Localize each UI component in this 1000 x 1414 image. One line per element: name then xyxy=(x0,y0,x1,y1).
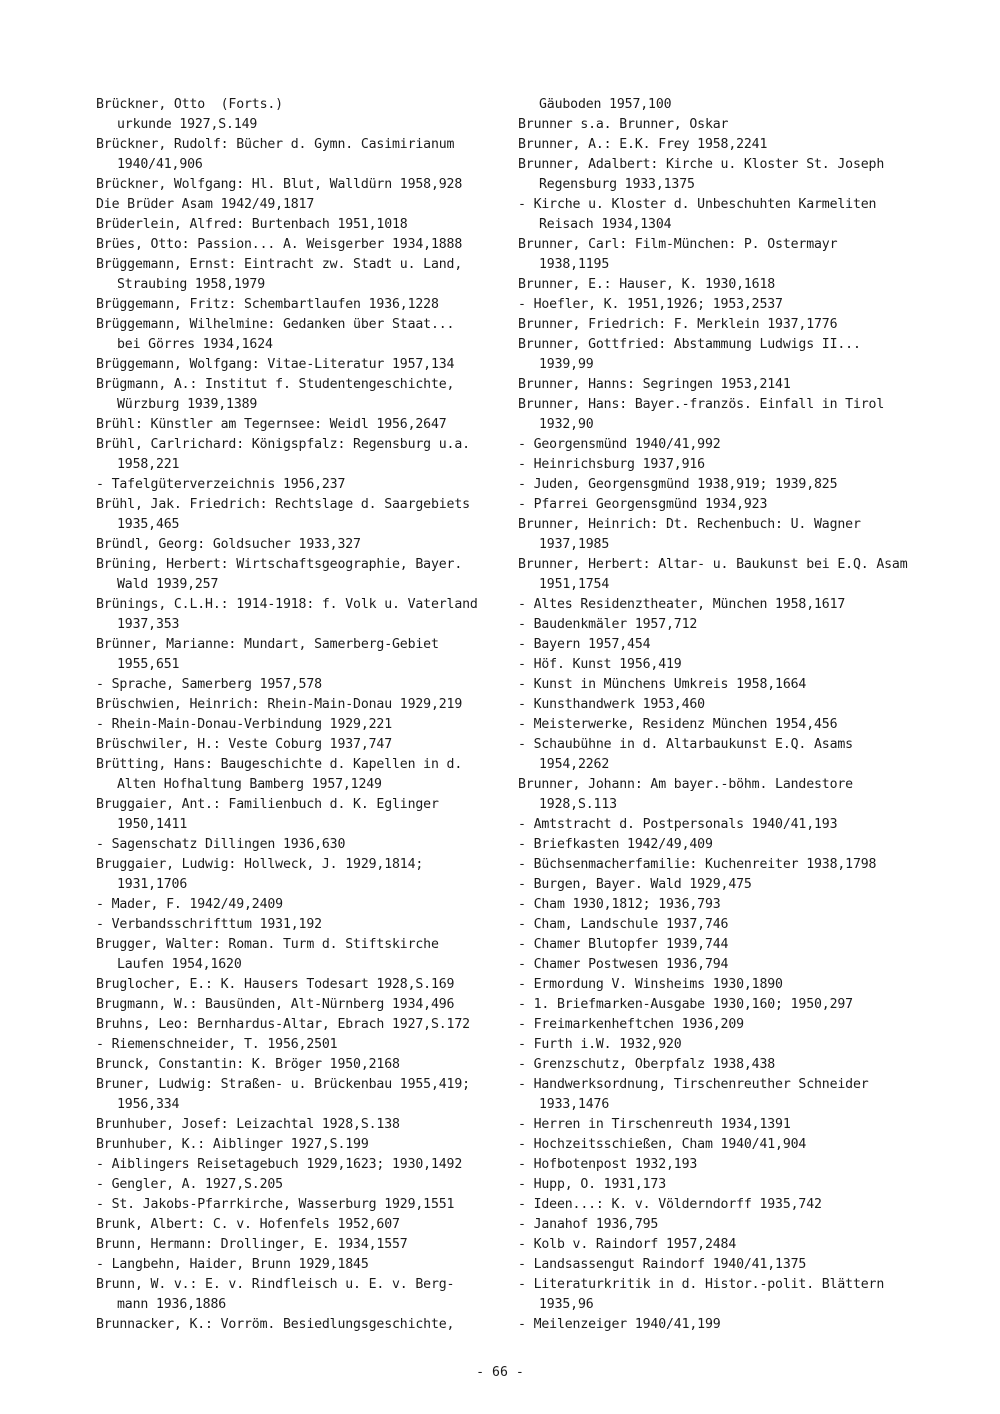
index-entry-continuation: bei Görres 1934,1624 xyxy=(117,337,273,352)
index-entry-line: - Janahof 1936,795 xyxy=(518,1217,659,1232)
index-entry-line: Bruner, Ludwig: Straßen- u. Brückenbau 1955,419; xyxy=(96,1077,470,1092)
index-entry-continuation: 1935,465 xyxy=(117,517,180,532)
index-entry-line: Brunner s.a. Brunner, Oskar xyxy=(518,117,729,132)
index-entry-line: - Freimarkenheftchen 1936,209 xyxy=(518,1017,744,1032)
index-entry-line: Brüggemann, Wilhelmine: Gedanken über Staat... xyxy=(96,317,455,332)
index-entry-continuation: 1935,96 xyxy=(539,1297,594,1312)
index-entry-line: Brütting, Hans: Baugeschichte d. Kapellen in d. xyxy=(96,757,463,772)
index-entry-line: - Hupp, O. 1931,173 xyxy=(518,1177,667,1192)
index-entry-line: - Aiblingers Reisetagebuch 1929,1623; 1930,1492 xyxy=(96,1157,463,1172)
index-entry-line: Brunner, Friedrich: F. Merklein 1937,1776 xyxy=(518,317,838,332)
index-entry-line: - Sagenschatz Dillingen 1936,630 xyxy=(96,837,346,852)
index-entry-line: Brunner, Herbert: Altar- u. Baukunst bei E.Q. Asam xyxy=(518,557,908,572)
index-entry-line: - Altes Residenztheater, München 1958,1617 xyxy=(518,597,846,612)
index-entry-line: - Amtstracht d. Postpersonals 1940/41,193 xyxy=(518,817,838,832)
left-column xyxy=(96,95,496,1335)
index-entry-line: Brunhuber, Josef: Leizachtal 1928,S.138 xyxy=(96,1117,400,1132)
index-entry-line: - Kunsthandwerk 1953,460 xyxy=(518,697,705,712)
index-entry-line: - Briefkasten 1942/49,409 xyxy=(518,837,713,852)
index-entry-line: Brugmann, W.: Bausünden, Alt-Nürnberg 1934,496 xyxy=(96,997,455,1012)
index-entry-line: - St. Jakobs-Pfarrkirche, Wasserburg 1929,1551 xyxy=(96,1197,455,1212)
index-entry-line: Brugger, Walter: Roman. Turm d. Stiftskirche xyxy=(96,937,439,952)
index-entry-line: - Büchsenmacherfamilie: Kuchenreiter 1938,1798 xyxy=(518,857,877,872)
index-entry-line: - Baudenkmäler 1957,712 xyxy=(518,617,698,632)
index-entry-line: - Chamer Blutopfer 1939,744 xyxy=(518,937,729,952)
index-entry-line: Bruggaier, Ludwig: Hollweck, J. 1929,1814; xyxy=(96,857,424,872)
index-entry-continuation: urkunde 1927,S.149 xyxy=(117,117,258,132)
index-entry-line: Brunner, Carl: Film-München: P. Ostermayr xyxy=(518,237,838,252)
index-entry-continuation: Reisach 1934,1304 xyxy=(539,217,672,232)
index-entry-line: - Mader, F. 1942/49,2409 xyxy=(96,897,283,912)
index-entry-line: Brügmann, A.: Institut f. Studentengeschichte, xyxy=(96,377,455,392)
index-entry-continuation: 1956,334 xyxy=(117,1097,180,1112)
index-entry-line: Brüning, Herbert: Wirtschaftsgeographie, Bayer. xyxy=(96,557,463,572)
index-entry-line: Brunck, Constantin: K. Bröger 1950,2168 xyxy=(96,1057,400,1072)
index-entry-continuation: 1955,651 xyxy=(117,657,180,672)
index-entry-line: Brunner, A.: E.K. Frey 1958,2241 xyxy=(518,137,768,152)
index-entry-continuation: 1939,99 xyxy=(539,357,594,372)
index-entry-line: Brückner, Wolfgang: Hl. Blut, Walldürn 1958,928 xyxy=(96,177,463,192)
index-entry-line: - Heinrichsburg 1937,916 xyxy=(518,457,705,472)
index-entry-line: Brunner, Gottfried: Abstammung Ludwigs II... xyxy=(518,337,861,352)
index-entry-line: Brunn, Hermann: Drollinger, E. 1934,1557 xyxy=(96,1237,408,1252)
index-entry-continuation: mann 1936,1886 xyxy=(117,1297,227,1312)
index-entry-line: - Georgensmünd 1940/41,992 xyxy=(518,437,721,452)
index-entry-line: Brüggemann, Fritz: Schembartlaufen 1936,1228 xyxy=(96,297,439,312)
index-entry-line: - Ermordung V. Winsheims 1930,1890 xyxy=(518,977,783,992)
index-entry-line: - Chamer Postwesen 1936,794 xyxy=(518,957,729,972)
index-entry-line: Brünings, C.L.H.: 1914-1918: f. Volk u. Vaterland xyxy=(96,597,478,612)
index-entry-line: - Cham, Landschule 1937,746 xyxy=(518,917,729,932)
index-entry-line: - Hochzeitsschießen, Cham 1940/41,904 xyxy=(518,1137,807,1152)
index-entry-line: Brunn, W. v.: E. v. Rindfleisch u. E. v. Berg- xyxy=(96,1277,455,1292)
index-entry-continuation: 1938,1195 xyxy=(539,257,610,272)
index-entry-line: Brühl: Künstler am Tegernsee: Weidl 1956,2647 xyxy=(96,417,447,432)
index-entry-continuation: 1954,2262 xyxy=(539,757,610,772)
index-entry-line: Brüggemann, Wolfgang: Vitae-Literatur 1957,134 xyxy=(96,357,455,372)
index-entry-line: Brückner, Rudolf: Bücher d. Gymn. Casimirianum xyxy=(96,137,455,152)
index-entry-continuation: Laufen 1954,1620 xyxy=(117,957,242,972)
index-entry-continuation: 1933,1476 xyxy=(539,1097,610,1112)
page-number: - 66 - xyxy=(476,1365,524,1380)
index-entry-line: - Pfarrei Georgensgmünd 1934,923 xyxy=(518,497,768,512)
index-entry-continuation: 1937,1985 xyxy=(539,537,610,552)
index-entry-continuation: Würzburg 1939,1389 xyxy=(117,397,258,412)
index-entry-line: Brüggemann, Ernst: Eintracht zw. Stadt u. Land, xyxy=(96,257,463,272)
index-entry-line: Brunner, Johann: Am bayer.-böhm. Landestore xyxy=(518,777,853,792)
index-entry-continuation: Wald 1939,257 xyxy=(117,577,219,592)
index-entry-continuation: 1928,S.113 xyxy=(539,797,617,812)
index-entry-continuation: 1940/41,906 xyxy=(117,157,203,172)
index-entry-continuation: Straubing 1958,1979 xyxy=(117,277,266,292)
index-entry-line: Brüschwiler, H.: Veste Coburg 1937,747 xyxy=(96,737,393,752)
index-entry-line: - Handwerksordnung, Tirschenreuther Schneider xyxy=(518,1077,869,1092)
index-entry-line: Brühl, Carlrichard: Königspfalz: Regensburg u.a. xyxy=(96,437,470,452)
index-entry-line: - Kolb v. Raindorf 1957,2484 xyxy=(518,1237,737,1252)
index-entry-line: - Juden, Georgensgmünd 1938,919; 1939,825 xyxy=(518,477,838,492)
index-entry-line: - 1. Briefmarken-Ausgabe 1930,160; 1950,297 xyxy=(518,997,853,1012)
index-entry-line: Brunner, Heinrich: Dt. Rechenbuch: U. Wagner xyxy=(518,517,861,532)
index-entry-line: - Furth i.W. 1932,920 xyxy=(518,1037,682,1052)
index-entry-continuation: Regensburg 1933,1375 xyxy=(539,177,695,192)
index-entry-line: - Höf. Kunst 1956,419 xyxy=(518,657,682,672)
index-entry-line: - Bayern 1957,454 xyxy=(518,637,651,652)
index-entry-line: Brunner, Hans: Bayer.-französ. Einfall in Tirol xyxy=(518,397,885,412)
index-entry-line: - Grenzschutz, Oberpfalz 1938,438 xyxy=(518,1057,776,1072)
index-entry-line: Brües, Otto: Passion... A. Weisgerber 1934,1888 xyxy=(96,237,463,252)
index-entry-line: Bruggaier, Ant.: Familienbuch d. K. Eglinger xyxy=(96,797,439,812)
index-entry-line: - Verbandsschrifttum 1931,192 xyxy=(96,917,322,932)
index-entry-line: - Burgen, Bayer. Wald 1929,475 xyxy=(518,877,752,892)
index-entry-line: Bruglocher, E.: K. Hausers Todesart 1928,S.169 xyxy=(96,977,455,992)
index-entry-line: Brunner, E.: Hauser, K. 1930,1618 xyxy=(518,277,776,292)
index-entry-line: - Cham 1930,1812; 1936,793 xyxy=(518,897,721,912)
index-entry-line: - Meisterwerke, Residenz München 1954,456 xyxy=(518,717,838,732)
index-entry-line: - Literaturkritik in d. Histor.-polit. Blättern xyxy=(518,1277,885,1292)
index-entry-line: - Sprache, Samerberg 1957,578 xyxy=(96,677,322,692)
index-entry-line: - Hofbotenpost 1932,193 xyxy=(518,1157,698,1172)
index-entry-continuation: 1931,1706 xyxy=(117,877,188,892)
index-entry-line: Brückner, Otto (Forts.) xyxy=(96,97,283,112)
index-entry-line: - Meilenzeiger 1940/41,199 xyxy=(518,1317,721,1332)
index-entry-line: - Herren in Tirschenreuth 1934,1391 xyxy=(518,1117,791,1132)
index-entry-line: Bruhns, Leo: Bernhardus-Altar, Ebrach 1927,S.172 xyxy=(96,1017,470,1032)
index-entry-line: - Rhein-Main-Donau-Verbindung 1929,221 xyxy=(96,717,393,732)
index-entry-continuation: 1932,90 xyxy=(539,417,594,432)
index-entry-line: Brünner, Marianne: Mundart, Samerberg-Gebiet xyxy=(96,637,439,652)
index-entry-line: Brunnacker, K.: Vorröm. Besiedlungsgeschichte, xyxy=(96,1317,455,1332)
index-entry-line: Brunner, Hanns: Segringen 1953,2141 xyxy=(518,377,791,392)
index-entry-line: - Hoefler, K. 1951,1926; 1953,2537 xyxy=(518,297,783,312)
index-entry-continuation: 1950,1411 xyxy=(117,817,188,832)
index-entry-line: - Gengler, A. 1927,S.205 xyxy=(96,1177,283,1192)
index-entry-line: Brüschwien, Heinrich: Rhein-Main-Donau 1929,219 xyxy=(96,697,463,712)
index-entry-line: Die Brüder Asam 1942/49,1817 xyxy=(96,197,315,212)
index-entry-line: - Kirche u. Kloster d. Unbeschuhten Karmeliten xyxy=(518,197,877,212)
index-entry-line: - Riemenschneider, T. 1956,2501 xyxy=(96,1037,338,1052)
index-entry-line: - Schaubühne in d. Altarbaukunst E.Q. Asams xyxy=(518,737,853,752)
index-entry-continuation: 1937,353 xyxy=(117,617,180,632)
index-entry-line: Brunhuber, K.: Aiblinger 1927,S.199 xyxy=(96,1137,369,1152)
index-entry-line: Brunner, Adalbert: Kirche u. Kloster St. Joseph xyxy=(518,157,885,172)
index-entry-continuation: 1958,221 xyxy=(117,457,180,472)
index-entry-line: - Landsassengut Raindorf 1940/41,1375 xyxy=(518,1257,807,1272)
index-entry-line: - Kunst in Münchens Umkreis 1958,1664 xyxy=(518,677,807,692)
index-entry-continuation: Gäuboden 1957,100 xyxy=(539,97,672,112)
index-entry-continuation: Alten Hofhaltung Bamberg 1957,1249 xyxy=(117,777,382,792)
index-entry-line: Brühl, Jak. Friedrich: Rechtslage d. Saargebiets xyxy=(96,497,470,512)
index-entry-line: - Tafelgüterverzeichnis 1956,237 xyxy=(96,477,346,492)
index-entry-continuation: 1951,1754 xyxy=(539,577,610,592)
index-entry-line: - Langbehn, Haider, Brunn 1929,1845 xyxy=(96,1257,369,1272)
right-column xyxy=(518,95,923,1335)
index-entry-line: Brunk, Albert: C. v. Hofenfels 1952,607 xyxy=(96,1217,400,1232)
index-entry-line: - Ideen...: K. v. Völderndorff 1935,742 xyxy=(518,1197,822,1212)
index-entry-line: Bründl, Georg: Goldsucher 1933,327 xyxy=(96,537,361,552)
index-entry-line: Brüderlein, Alfred: Burtenbach 1951,1018 xyxy=(96,217,408,232)
